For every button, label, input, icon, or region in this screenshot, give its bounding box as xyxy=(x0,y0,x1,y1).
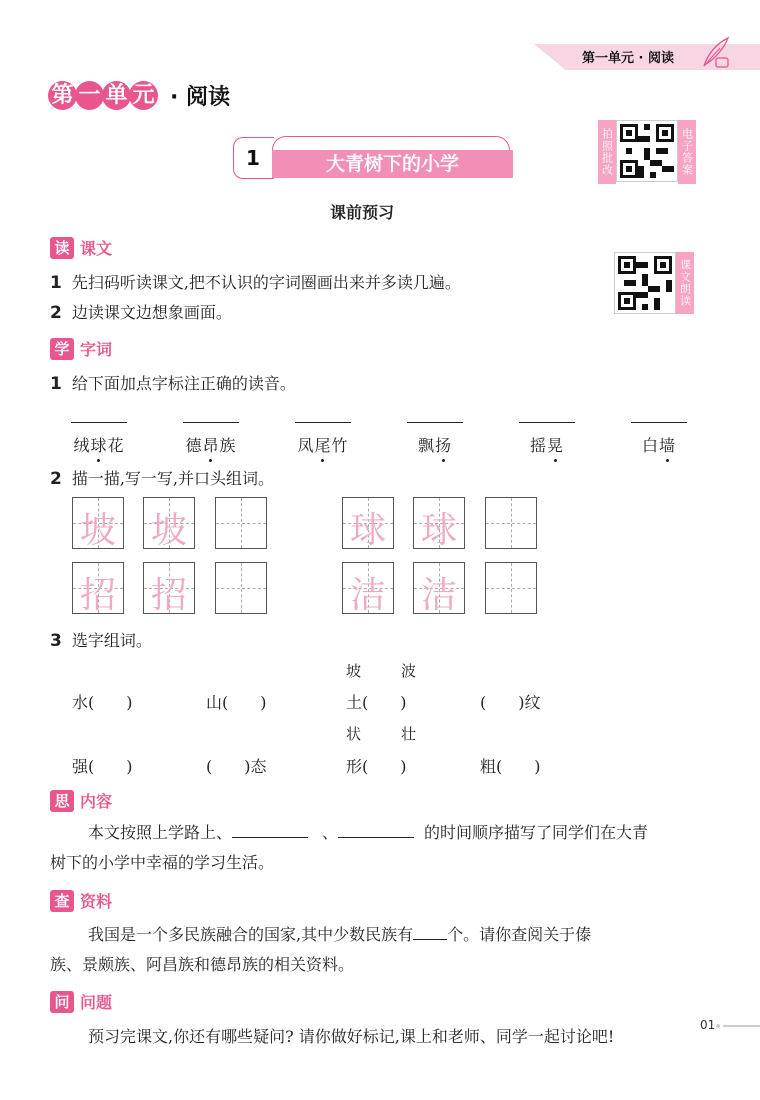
writing-grid[interactable] xyxy=(143,497,195,549)
writing-grid[interactable] xyxy=(342,497,394,549)
page-rule xyxy=(723,1025,760,1027)
qr-reading-block[interactable] xyxy=(614,252,694,314)
word-char: 绒 xyxy=(73,436,91,455)
check-paragraph xyxy=(50,920,700,980)
para-text: 预习完课文,你还有哪些疑问? 请你做好标记,课上和老师、同学一起讨论吧! xyxy=(88,1027,615,1046)
unit-char: 元 xyxy=(129,81,158,110)
fill-item[interactable]: 强( ) xyxy=(72,757,133,776)
item-number: 3 xyxy=(50,631,62,651)
section-title: 课文 xyxy=(80,239,113,258)
fill-item[interactable]: 水( ) xyxy=(72,693,133,712)
choice-char: 波 xyxy=(401,662,417,680)
trace-char: 坡 xyxy=(79,510,116,551)
unit-title xyxy=(48,80,230,111)
writing-grid[interactable] xyxy=(215,497,267,549)
word-char: 飘 xyxy=(417,436,435,455)
dotted-char: 晃 xyxy=(547,433,564,456)
section-check-heading xyxy=(50,889,112,912)
para-text: 族、景颇族、阿昌族和德昂族的相关资料。 xyxy=(50,955,355,974)
item-text: 先扫码听读课文,把不认识的字词圈画出来并多读几遍。 xyxy=(71,273,461,292)
section-badge: 思 xyxy=(50,790,74,812)
word-char: 摇 xyxy=(529,436,547,455)
dotted-char: 昂 xyxy=(202,433,219,456)
item-text: 给下面加点字标注正确的读音。 xyxy=(71,374,296,393)
dotted-char: 球 xyxy=(90,433,107,456)
para-text: 树下的小学中幸福的学习生活。 xyxy=(50,853,275,872)
pinyin-word xyxy=(59,422,139,456)
fill-item[interactable]: 山( ) xyxy=(206,693,267,712)
section-badge: 问 xyxy=(50,991,74,1013)
think-paragraph xyxy=(50,818,700,878)
item-text: 边读课文边想象画面。 xyxy=(71,303,232,322)
unit-char: 一 xyxy=(75,81,104,110)
fill-item[interactable]: 形( ) xyxy=(346,757,407,776)
section-read-heading xyxy=(50,236,112,259)
para-text: 的时间顺序描写了同学们在大青 xyxy=(424,823,649,842)
writing-grid[interactable] xyxy=(413,497,465,549)
word-char: 凤 xyxy=(297,436,315,455)
unit-char: 第 xyxy=(48,81,77,110)
trace-char: 坡 xyxy=(150,510,187,551)
lesson-title: 大青树下的小学 xyxy=(272,150,513,178)
item-number: 1 xyxy=(50,273,62,293)
section-subheading: 课前预习 xyxy=(330,203,395,222)
section-title: 内容 xyxy=(80,792,113,811)
trace-char: 洁 xyxy=(349,575,386,616)
word-char: 德 xyxy=(185,436,203,455)
learn-question-3 xyxy=(50,628,152,651)
read-item-2 xyxy=(50,300,232,323)
section-badge: 学 xyxy=(50,338,74,360)
para-text: 个。请你查阅关于傣 xyxy=(447,925,592,944)
page-number: 01 xyxy=(700,1018,716,1032)
pinyin-blank[interactable] xyxy=(71,422,127,423)
lesson-number: 1 xyxy=(246,146,260,170)
pinyin-word xyxy=(283,422,363,456)
choice-char: 壮 xyxy=(401,725,417,743)
writing-grid[interactable] xyxy=(485,497,537,549)
trace-char: 招 xyxy=(79,575,116,616)
feather-ink-icon xyxy=(694,32,734,72)
fill-item[interactable]: ( )纹 xyxy=(480,693,541,712)
word-char: 花 xyxy=(107,436,125,455)
learn-question-2 xyxy=(50,466,274,489)
trace-char: 球 xyxy=(349,510,386,551)
writing-grid[interactable] xyxy=(413,562,465,614)
qr-code-icon[interactable] xyxy=(614,252,676,314)
ask-paragraph xyxy=(50,1022,700,1052)
section-badge: 读 xyxy=(50,237,74,259)
fill-item[interactable]: 土( ) xyxy=(346,693,407,712)
qr-answer-block[interactable] xyxy=(598,120,696,184)
trace-char: 洁 xyxy=(420,575,457,616)
pinyin-word xyxy=(171,422,251,456)
qr-right-label: 电子答案 xyxy=(678,120,696,184)
pinyin-word xyxy=(619,422,699,456)
writing-grid[interactable] xyxy=(215,562,267,614)
answer-blank[interactable] xyxy=(413,924,447,940)
pinyin-blank[interactable] xyxy=(295,422,351,423)
section-ask-heading xyxy=(50,990,112,1013)
writing-grid[interactable] xyxy=(72,562,124,614)
section-title: 字词 xyxy=(80,340,113,359)
read-item-1 xyxy=(50,270,461,293)
pinyin-blank[interactable] xyxy=(631,422,687,423)
answer-blank[interactable] xyxy=(338,822,414,838)
section-title: 资料 xyxy=(80,892,113,911)
section-title: 问题 xyxy=(80,993,113,1012)
page-dot xyxy=(716,1024,720,1028)
fill-item[interactable]: ( )态 xyxy=(206,757,267,776)
section-learn-heading xyxy=(50,337,112,360)
pinyin-blank[interactable] xyxy=(519,422,575,423)
learn-question-1 xyxy=(50,371,296,394)
pinyin-blank[interactable] xyxy=(407,422,463,423)
pinyin-word xyxy=(507,422,587,456)
section-badge: 查 xyxy=(50,890,74,912)
dotted-char: 扬 xyxy=(435,433,452,456)
word-char: 白 xyxy=(641,436,659,455)
unit-subtitle: · 阅读 xyxy=(170,85,231,110)
fill-item[interactable]: 粗( ) xyxy=(480,757,541,776)
trace-char: 球 xyxy=(420,510,457,551)
pinyin-blank[interactable] xyxy=(183,422,239,423)
writing-grid[interactable] xyxy=(143,562,195,614)
word-char: 族 xyxy=(219,436,237,455)
item-number: 2 xyxy=(50,303,62,323)
choice-char: 坡 xyxy=(346,662,362,680)
lesson-title-arc xyxy=(272,136,510,151)
para-text: 本文按照上学路上、 xyxy=(88,823,233,842)
item-number: 2 xyxy=(50,469,62,489)
dotted-char: 墙 xyxy=(659,433,676,456)
qr-right-label: 课文朗读 xyxy=(676,252,694,314)
section-think-heading xyxy=(50,789,112,812)
para-text: 我国是一个多民族融合的国家,其中少数民族有 xyxy=(88,925,414,944)
qr-code-icon[interactable] xyxy=(616,120,678,182)
para-text: 、 xyxy=(322,823,339,842)
writing-grid[interactable] xyxy=(72,497,124,549)
item-text: 选字组词。 xyxy=(71,631,152,650)
word-char: 竹 xyxy=(331,436,349,455)
header-label: 第一单元 · 阅读 xyxy=(582,51,674,66)
choice-char: 状 xyxy=(346,725,362,743)
qr-left-label: 拍照批改 xyxy=(598,120,616,184)
writing-grid[interactable] xyxy=(485,562,537,614)
dotted-char: 尾 xyxy=(314,433,331,456)
trace-char: 招 xyxy=(150,575,187,616)
item-number: 1 xyxy=(50,374,62,394)
pinyin-word xyxy=(395,422,475,456)
writing-grid[interactable] xyxy=(342,562,394,614)
item-text: 描一描,写一写,并口头组词。 xyxy=(71,469,275,488)
answer-blank[interactable] xyxy=(232,822,308,838)
unit-char: 单 xyxy=(102,81,131,110)
